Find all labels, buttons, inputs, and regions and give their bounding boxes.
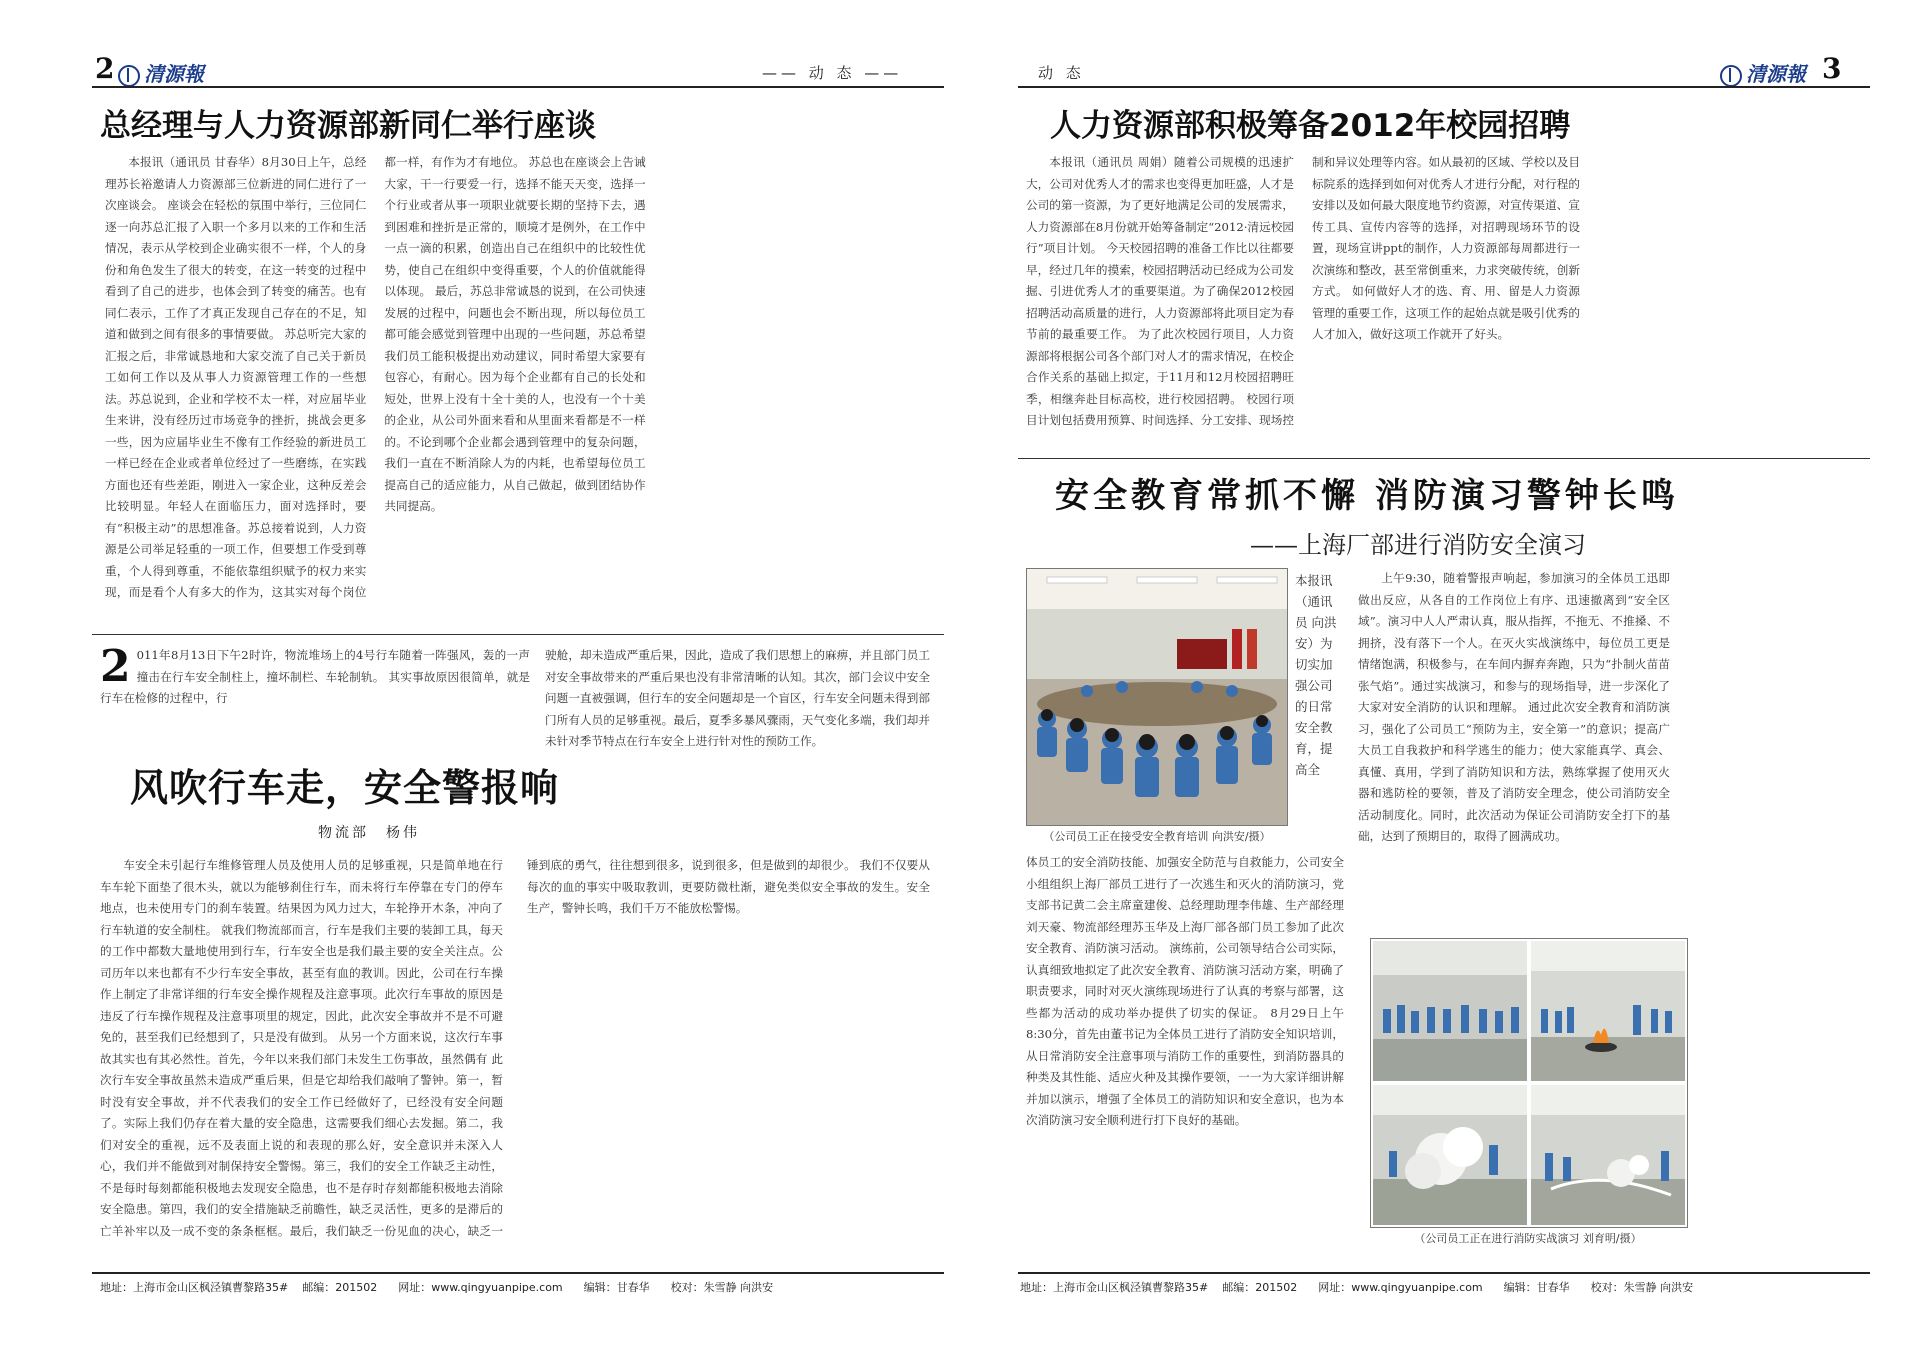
feature-paragraph: 体员工的安全消防技能、加强安全防范与自救能力，公司安全小组组织上海厂部员工进行了一次逃生和灭火的消防演习，党支部书记黄二会主席童建俊、总经理助理李伟雄、生产部经理刘天豪、物流部经理苏玉华及上海厂部各部门员工参加了此次安全教育、消防演习活动。 演练前，公司领导结合公司实际，认真细致地拟定了此次安全教育、消防演习活动方案，明确了职责要求，同时对灭火演练现场进行了认真的考察与部署，这些都为活动的成功举办提供了切实的保证。 8月29日上午8:30分，首先由董书记为全体员工进行了消防安全知识培训，从日常消防安全注意事项与消防工作的重要性，到消防器具的种类及其性能、适应火种及其操作要领，一一为大家详细讲解并加以演示，增强了全体员工的消防知识和安全意识，也为本次消防演习安全顺利进行打下良好的基础。 — [1026, 855, 1344, 1127]
narrow-byline-column — [1295, 570, 1343, 828]
logo-icon — [118, 65, 140, 87]
training-photo — [1026, 568, 1288, 826]
footer — [1020, 1279, 1693, 1295]
footer-website: 网址：www.qingyuanpipe.com — [1318, 1281, 1483, 1294]
article-body — [105, 152, 925, 622]
article-body — [1026, 152, 1866, 452]
logo-icon — [1720, 65, 1742, 87]
drop-cap: 2 — [100, 645, 131, 692]
article-paragraph: 本报讯（通讯员 甘春华）8月30日上午，总经理苏长裕邀请人力资源部三位新进的同仁进行了一次座谈会。 座谈会在轻松的氛围中举行，三位同仁逐一向苏总汇报了入职一个多月以来的工作和生活情况，表示从学校到企业确实很不一样，个人的身份和角色发生了很大的转变，在这一转变的过程中看到了自己的进步，也体会到了转变的痛苦。也有同仁表示，工作了才真正发现自己存在的不足，知道和做到之间有很多的事情要做。 苏总听完大家的汇报之后，非常诚恳地和大家交流了自己关于新员工如何工作以及从事人力资源管理工作的一些想法。苏总说到，企业和学校不太一样，对应届毕业生来讲，没有经历过市场竞争的挫折，挑战会更多一些，因为应届毕业生不像有工作经验的新进员工一样已经在企业或者单位经过了一些磨练，在实践方面也还有些差距，刚进入一家企业，这种反差会比较明显。年轻人在面临压力，面对选择时，要有“积极主动”的思想准备。苏总接着说到，人力资源是公司举足轻重的一项工作，但要想工作受到尊重，个人得到尊重，不能依靠组织赋予的权力来实现，而是看个人有多大的作为，这其实对每个岗位都一样，有作为才有地位。 苏总也在座谈会上告诫大家，干一行要爱一行，选择不能天天变，选择一个行业或者从事一项职业就要长期的坚持下去，遇到困难和挫折是正常的，顺境才是例外，在工作中一点一滴的积累，创造出自己在组织中的比较性优势，使自己在组织中变得重要，个人的价值就能得以体现。 最后，苏总非常诚恳的说到，在公司快速发展的过程中，问题也会不断出现，所以每位员工都可能会感觉到管理中出现的一些问题，苏总希望我们员工能积极提出劝动建议，同时希望大家要有包容心，有耐心。因为每个企业都有自己的长处和短处，世界上没有十全十美的人，也没有一个十美的企业，从公司外面来看和从里面来看都是不一样的。不论到哪个企业都会遇到管理中的复杂问题，我们一直在不断消除人为的内耗，也希望每位员工提高自己的适应能力，从自己做起，做到团结协作共同提高。 — [105, 155, 646, 599]
page-number: 2 — [95, 52, 115, 85]
footer-address: 地址：上海市金山区枫泾镇曹黎路35# — [1020, 1281, 1209, 1294]
photo-caption: （公司员工正在接受安全教育培训 向洪安/摄） — [1043, 830, 1271, 843]
fire-drill-photo — [1370, 938, 1688, 1228]
feature-subtitle: ——上海厂部进行消防安全演习 — [1250, 531, 1586, 559]
right-column-text: 驶舱，却未造成严重后果，因此，造成了我们思想上的麻痹，并且部门员工对安全事故带来的严重后果也没有非常清晰的认知。其次，部门会议中安全问题一直被强调，但行车的安全问题却是一个盲区，行车安全问题未得到部门所有人员的足够重视。最后，夏季多暴风骤雨，天气变化多端，我们却并未针对季节特点在行车安全上进行针对性的预防工作。 — [545, 648, 930, 748]
footer-postcode: 邮编：201502 — [1222, 1281, 1298, 1294]
masthead-logo — [118, 58, 204, 87]
feature-right-body — [1358, 568, 1670, 928]
feature-left-body — [1026, 852, 1344, 1272]
lead-text: 011年8月13日下午2时许，物流堆场上的4号行车随着一阵强风，轰的一声撞击在行车安全制柱上，撞坏制栏、车轮制轨。 其实事故原因很简单，就是行车在检修的过程中，行 — [100, 648, 530, 705]
footer-rule — [1018, 1272, 1870, 1274]
article-title: 总经理与人力资源部新同仁举行座谈 — [100, 108, 596, 144]
masthead-rule — [1018, 86, 1870, 88]
footer-postcode: 邮编：201502 — [302, 1281, 378, 1294]
footer-proofreader: 校对：朱雪静 向洪安 — [670, 1281, 774, 1294]
masthead-rule — [92, 86, 944, 88]
footer — [100, 1279, 773, 1295]
footer-editor: 编辑：甘春华 — [583, 1281, 650, 1294]
page-number: 3 — [1822, 52, 1842, 85]
fire-drill-illustration — [1371, 939, 1687, 1227]
section-divider — [1018, 458, 1870, 459]
section-label: 动 态 — [1038, 64, 1085, 82]
section-label: —— 动 态 —— — [762, 64, 903, 82]
article-paragraph: 本报讯（通讯员 周娟）随着公司规模的迅速扩大，公司对优秀人才的需求也变得更加旺盛，人才是公司的第一资源，为了更好地满足公司的发展需求，人力资源部在8月份就开始筹备制定“2012·清远校园行”项目计划。 今天校园招聘的准备工作比以往都要早，经过几年的摸索，校园招聘活动已经成为公司发掘、引进优秀人才的重要渠道。为了确保2012校园招聘活动高质量的进行，人力资源部将此项目定为春节前的最重要工作。 为了此次校园行项目，人力资源部将根据公司各个部门对人才的需求情况，在校企合作关系的基础上拟定，于11月和12月校园招聘旺季，相继奔赴目标高校，进行校园招聘。 校园行项目计划包括费用预算、时间选择、分工安排、现场控制和异议处理等内容。如从最初的区域、学校以及目标院系的选择到如何对优秀人才进行分配，对行程的安排以及如何最大限度地节约资源，对宣传渠道、宣传工具、宣传内容等的选择，对招聘现场环节的设置，现场宣讲ppt的制作，人力资源部每周都进行一次演练和整改，甚至常倒重来，力求突破传统，创新方式。 如何做好人才的选、育、用、留是人力资源管理的重要工作，这项工作的起始点就是吸引优秀的人才加入，做好这项工作就开了好头。 — [1026, 155, 1580, 427]
footer-address: 地址：上海市金山区枫泾镇曹黎路35# — [100, 1281, 289, 1294]
photo-caption: （公司员工正在进行消防实战演习 刘育明/摄） — [1414, 1232, 1642, 1245]
training-photo-illustration — [1027, 569, 1287, 825]
byline-text: 本报讯（通讯员 向洪安）为切实加强公司的日常安全教育，提高全 — [1295, 573, 1337, 777]
byline: 物流部 杨伟 — [318, 825, 420, 841]
article-right-column — [545, 645, 930, 845]
footer-rule — [92, 1272, 944, 1274]
article-lead — [100, 645, 530, 745]
logo-text: 清源報 — [144, 62, 204, 86]
logo-text: 清源報 — [1746, 62, 1806, 86]
feature-title: 风吹行车走，安全警报响 — [130, 766, 560, 810]
section-divider — [92, 634, 944, 635]
feature-paragraph: 车安全未引起行车维修管理人员及使用人员的足够重视，只是简单地在行车车轮下面垫了很木头，就以为能够刹住行车，而未将行车停靠在专门的停车地点，也未使用专门的刹车装置。结果因为风力过大，车轮挣开木条，冲向了行车轨道的安全制柱。 就我们物流部而言，行车是我们主要的装卸工具，每天的工作中都数大量地使用到行车，行车安全也是我们最主要的安全关注点。公司历年以来也都有不少行车安全事故，甚至有血的教训。因此，公司在行车操作上制定了非常详细的行车安全操作规程及注意事项。此次行车事故的原因是违反了行车操作规程及注意事项里的规定，因此，此次安全事故并不是不可避免的，甚至我们已经想到了，只是没有做到。 从另一个方面来说，这次行车事故其实也有其必然性。首先，今年以来我们部门未发生工伤事故，虽然偶有 此次行车安全事故虽然未造成严重后果，但是它却给我们敲响了警钟。第一，暂时没有安全事故，并不代表我们的安全工作已经做好了，已经没有安全问题了。实际上我们仍存在着大量的安全隐患，这需要我们细心去发掘。第二，我们对安全的重视，远不及表面上说的和表现的那么好，安全意识并未深入人心，我们并不能做到对制保持安全警惕。第三，我们的安全工作缺乏主动性，不是每时每刻都能积极地去发现安全隐患，也不是存时存刻都能积极地去消除安全隐患。第四，我们的安全措施缺乏前瞻性，缺乏灵活性，更多的是滞后的亡羊补牢以及一成不变的条条框框。最后，我们缺乏一份见血的决心，缺乏一锤到底的勇气，往往想到很多，说到很多，但是做到的却很少。 我们不仅要从每次的血的事实中吸取教训，更要防微杜渐，避免类似安全事故的发生。安全生产，警钟长鸣，我们千万不能放松警惕。 — [100, 858, 930, 1238]
footer-editor: 编辑：甘春华 — [1503, 1281, 1570, 1294]
footer-website: 网址：www.qingyuanpipe.com — [398, 1281, 563, 1294]
feature-body — [100, 855, 930, 1255]
footer-proofreader: 校对：朱雪静 向洪安 — [1590, 1281, 1694, 1294]
feature-title: 安全教育常抓不懈 消防演习警钟长鸣 — [1055, 476, 1679, 516]
right-page — [960, 0, 1920, 1357]
article-title: 人力资源部积极筹备2012年校园招聘 — [1050, 108, 1571, 144]
masthead-logo — [1720, 58, 1806, 87]
feature-paragraph: 上午9:30，随着警报声响起，参加演习的全体员工迅即做出反应，从各自的工作岗位上有序、迅速撤离到“安全区域”。演习中人人严肃认真，服从指挥，不拖无、不推搡、不拥挤，没有落下一个人。在灭火实战演练中，每位员工更是情绪饱满，积极参与，在车间内摒弃奔跑，只为“扑制火苗苗张气焰”。通过实战演习，和参与的现场指导，进一步深化了大家对安全消防的认识和理解。 通过此次安全教育和消防演习，强化了公司员工“预防为主，安全第一”的意识；提高广大员工自我救护和科学逃生的能力；使大家能真学、真会、真懂、真用，学到了消防知识和方法，熟练掌握了使用灭火器和逃防栓的要领，普及了消防安全理念，使公司消防安全活动制度化。同时，此次活动为保证公司消防安全打下的基础，达到了预期目的，取得了圆满成功。 — [1358, 571, 1670, 843]
